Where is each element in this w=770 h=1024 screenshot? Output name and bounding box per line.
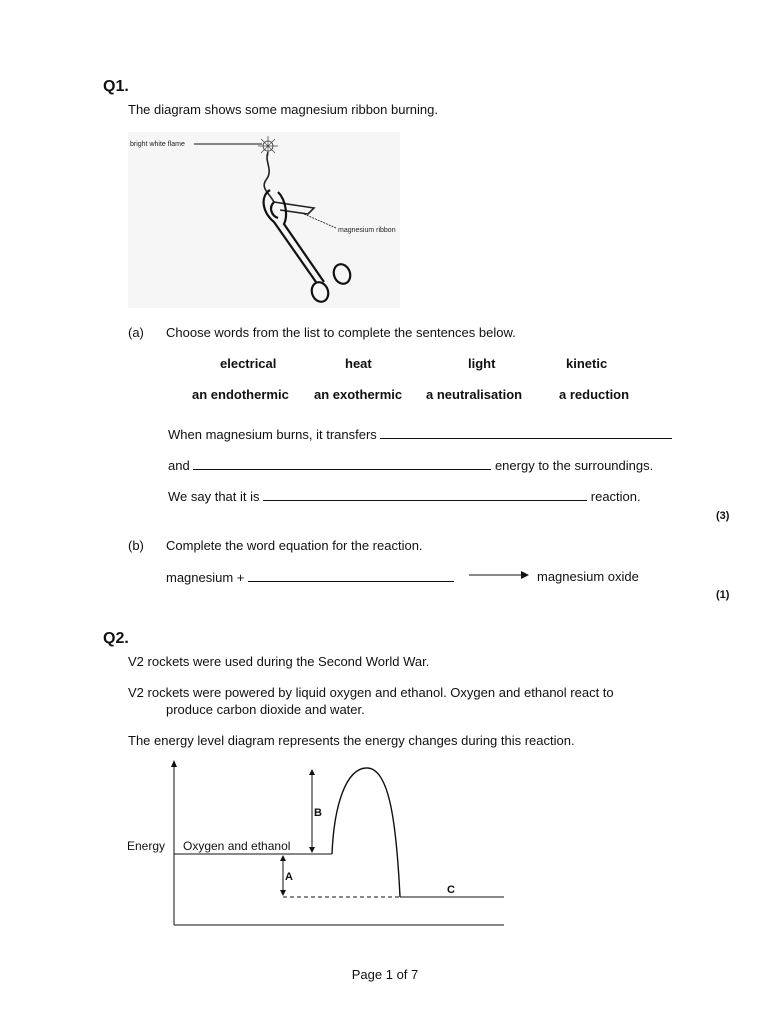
label-c: C: [447, 884, 455, 896]
answer-blank-3[interactable]: [263, 488, 587, 501]
page-number: Page 1 of 7: [351, 967, 419, 982]
answer-blank-equation[interactable]: [248, 569, 454, 582]
energy-axis-arrowhead: [171, 760, 177, 767]
word-option: a reduction: [559, 387, 630, 402]
arrow-b-head-up: [309, 769, 315, 775]
word-option: a neutralisation: [426, 387, 523, 402]
word-option: an exothermic: [314, 387, 403, 402]
equation-right: magnesium oxide: [537, 569, 639, 584]
question-2-line-1: V2 rockets were used during the Second World War.: [128, 654, 430, 669]
question-1-intro: The diagram shows some magnesium ribbon burning.: [128, 102, 438, 117]
arrow-b-head-down: [309, 847, 315, 853]
label-b: B: [314, 807, 322, 819]
label-a: A: [285, 871, 293, 883]
word-option: kinetic: [566, 356, 608, 371]
question-1-number: Q1.: [103, 78, 129, 95]
sentence-2-start: and: [168, 458, 190, 473]
part-b-instruction: Complete the word equation for the reaction.: [166, 538, 423, 553]
sentence-3: [168, 488, 641, 504]
part-b-marks: (1): [716, 589, 730, 601]
energy-axis-label: Energy: [127, 839, 166, 853]
sentence-1-text: When magnesium burns, it transfers: [168, 427, 377, 442]
question-2-line-2a: V2 rockets were powered by liquid oxygen and ethanol. Oxygen and ethanol react to: [128, 685, 614, 700]
word-option: an endothermic: [192, 387, 289, 402]
arrow-a-head-up: [280, 855, 286, 861]
sentence-2-end: energy to the surroundings.: [494, 458, 654, 473]
energy-level-diagram: [120, 755, 520, 935]
sentence-3-start: We say that it is: [168, 489, 260, 504]
magnesium-burning-figure: [128, 132, 400, 308]
part-a-instruction: Choose words from the list to complete the sentences below.: [166, 325, 516, 340]
word-option: electrical: [220, 356, 277, 371]
word-option: heat: [345, 356, 372, 371]
right-arrow-icon: [468, 569, 530, 581]
part-a-marks: (3): [716, 510, 730, 522]
sentence-2: [168, 457, 653, 473]
equation-left: magnesium +: [166, 570, 245, 585]
flame-label: bright white flame: [130, 141, 185, 148]
question-2-line-2b: produce carbon dioxide and water.: [166, 702, 365, 717]
word-equation: [166, 569, 454, 585]
question-2-line-3: The energy level diagram represents the energy changes during this reaction.: [128, 733, 575, 748]
part-b-letter: (b): [128, 538, 144, 553]
reactants-label: Oxygen and ethanol: [183, 839, 291, 853]
word-option: light: [468, 356, 496, 371]
answer-blank-2[interactable]: [193, 457, 491, 470]
question-2-number: Q2.: [103, 630, 129, 647]
sentence-1: [168, 426, 672, 442]
answer-blank-1[interactable]: [380, 426, 672, 439]
ribbon-label: magnesium ribbon: [338, 227, 396, 234]
sentence-3-end: reaction.: [590, 489, 641, 504]
activation-energy-curve: [332, 768, 400, 897]
arrow-a-head-down: [280, 890, 286, 896]
part-a-letter: (a): [128, 325, 144, 340]
